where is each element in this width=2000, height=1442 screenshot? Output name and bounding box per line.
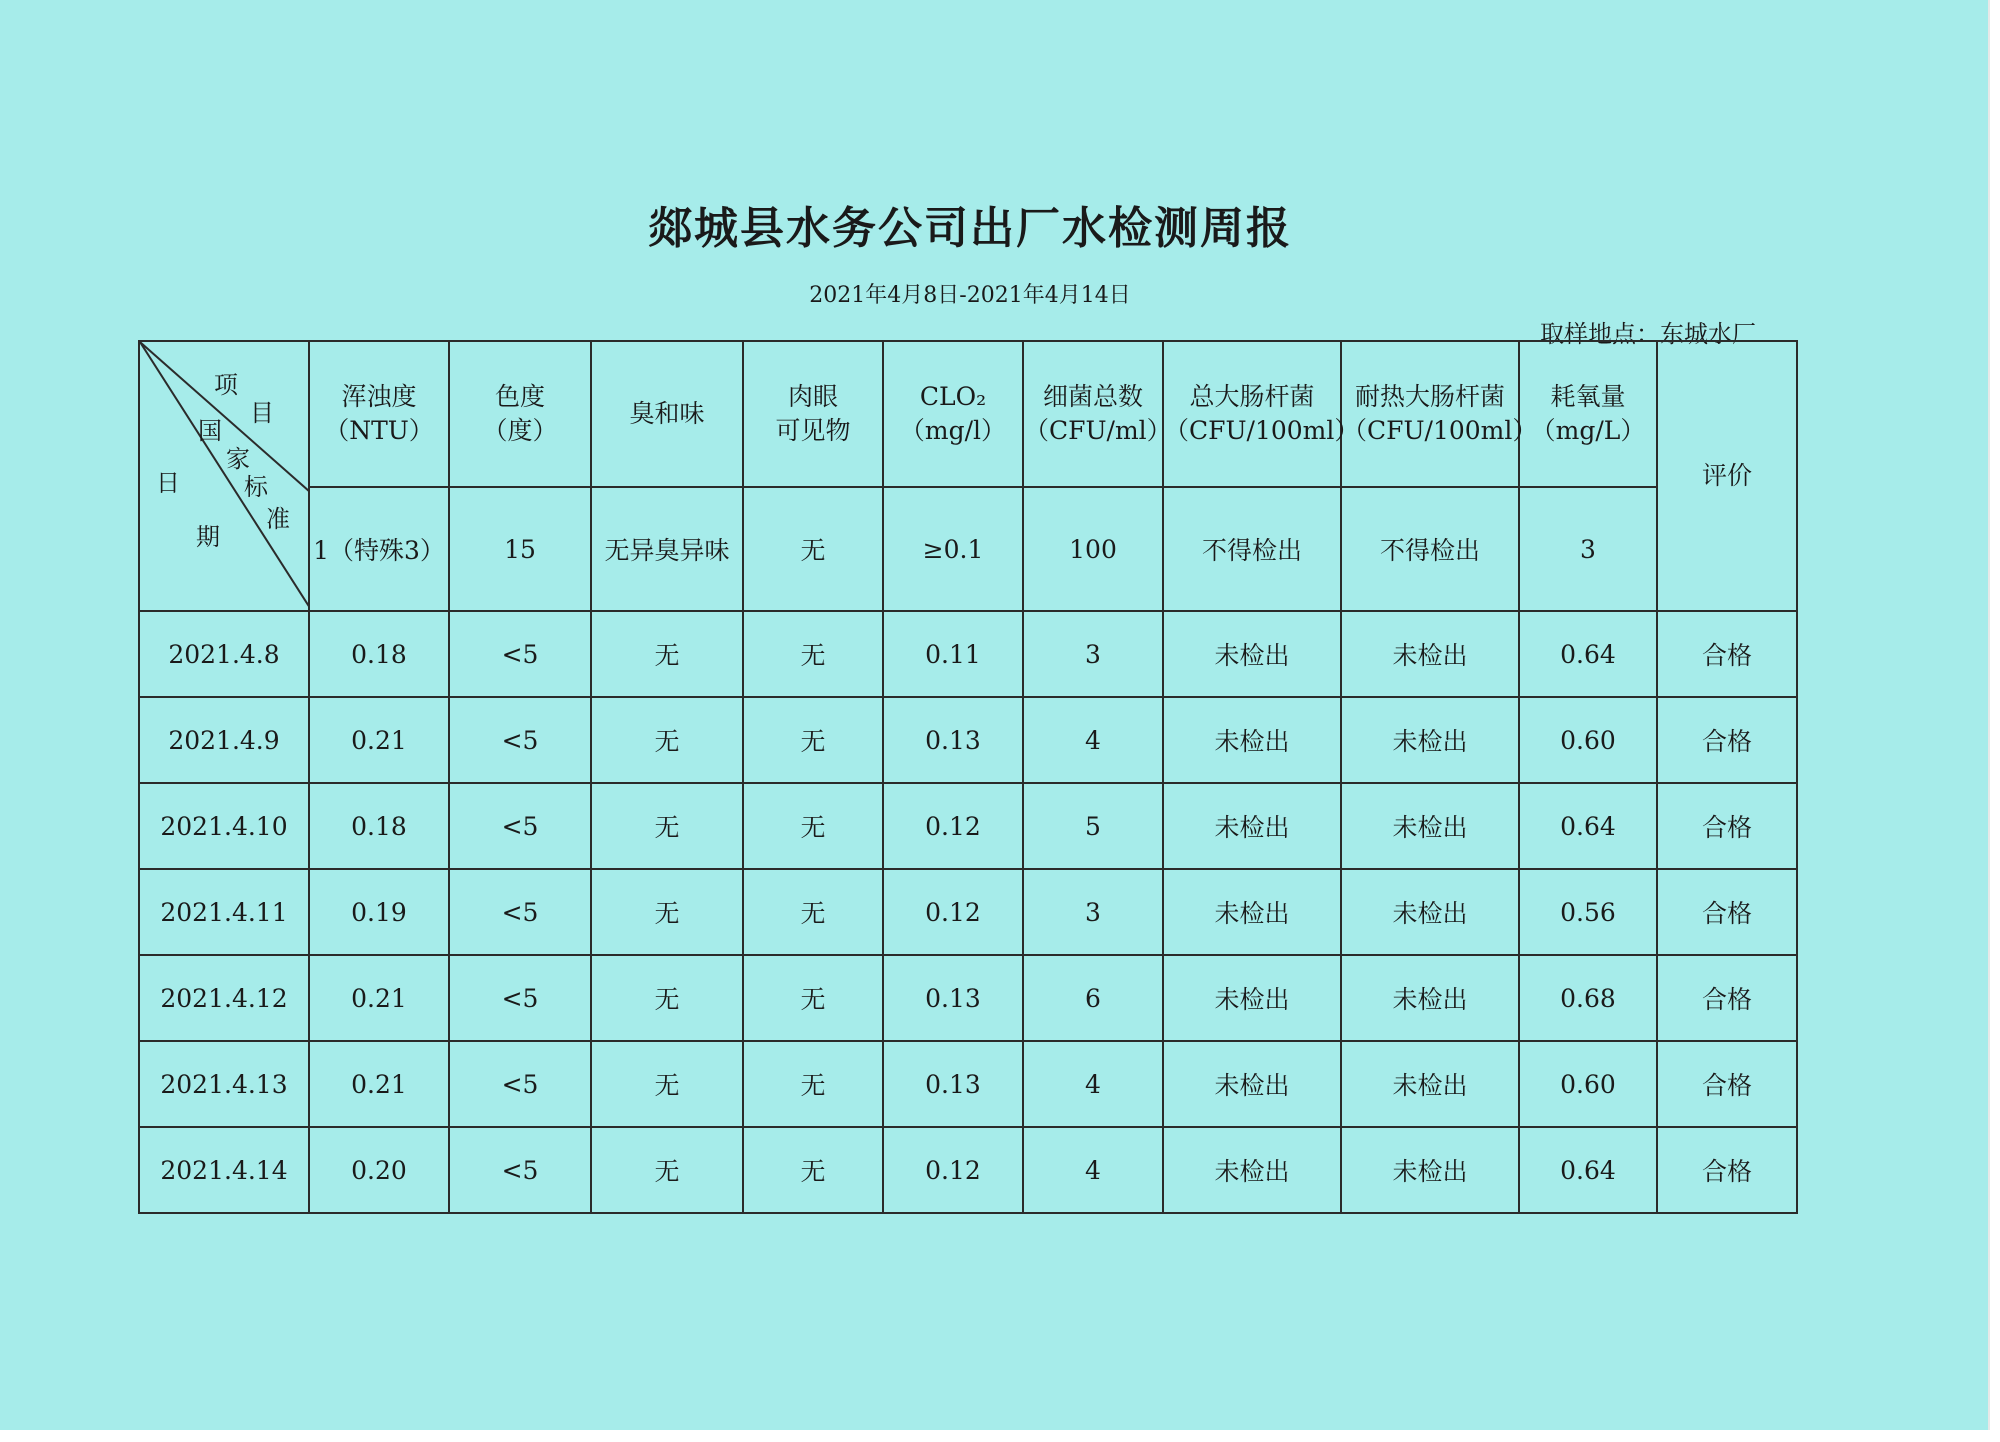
coliform-cell: 未检出 [1163, 783, 1341, 869]
corner-standard-char: 准 [266, 505, 290, 533]
corner-date-char: 期 [196, 523, 220, 551]
date-cell: 2021.4.12 [139, 955, 309, 1041]
standard-value: 3 [1519, 487, 1657, 611]
oxygen-demand-cell: 0.64 [1519, 1127, 1657, 1213]
column-header: 臭和味 [591, 341, 743, 487]
column-header: 浑浊度 （NTU） [309, 341, 449, 487]
color-cell: <5 [449, 697, 591, 783]
table-row [139, 869, 1797, 955]
standard-value: 15 [449, 487, 591, 611]
visible-matter-cell: 无 [743, 869, 883, 955]
thermo-coliform-cell: 未检出 [1341, 697, 1519, 783]
coliform-cell: 未检出 [1163, 869, 1341, 955]
standard-row [139, 487, 1797, 611]
oxygen-demand-cell: 0.64 [1519, 783, 1657, 869]
column-header: 总大肠杆菌 （CFU/100ml） [1163, 341, 1341, 487]
report-title: 郯城县水务公司出厂水检测周报 [648, 203, 1292, 254]
visible-matter-cell: 无 [743, 1041, 883, 1127]
header-row [139, 341, 1797, 487]
standard-value: 不得检出 [1163, 487, 1341, 611]
standard-value: ≥0.1 [883, 487, 1023, 611]
evaluation-cell: 合格 [1657, 955, 1797, 1041]
turbidity-cell: 0.18 [309, 783, 449, 869]
oxygen-demand-cell: 0.60 [1519, 697, 1657, 783]
oxygen-demand-cell: 0.64 [1519, 611, 1657, 697]
thermo-coliform-cell: 未检出 [1341, 611, 1519, 697]
standard-value: 1（特殊3） [309, 487, 449, 611]
color-cell: <5 [449, 611, 591, 697]
corner-standard-char: 国 [198, 417, 222, 445]
evaluation-cell: 合格 [1657, 783, 1797, 869]
odor-cell: 无 [591, 697, 743, 783]
corner-date-char: 日 [156, 469, 180, 497]
color-cell: <5 [449, 1041, 591, 1127]
clo2-cell: 0.13 [883, 1041, 1023, 1127]
date-cell: 2021.4.9 [139, 697, 309, 783]
evaluation-cell: 合格 [1657, 611, 1797, 697]
date-cell: 2021.4.11 [139, 869, 309, 955]
corner-item-char: 项 [214, 371, 238, 399]
odor-cell: 无 [591, 1127, 743, 1213]
evaluation-cell: 合格 [1657, 1127, 1797, 1213]
visible-matter-cell: 无 [743, 783, 883, 869]
visible-matter-cell: 无 [743, 955, 883, 1041]
sampling-location: 取样地点：东城水厂 [1540, 320, 1756, 348]
date-cell: 2021.4.8 [139, 611, 309, 697]
column-header: 耐热大肠杆菌 （CFU/100ml） [1341, 341, 1519, 487]
turbidity-cell: 0.18 [309, 611, 449, 697]
thermo-coliform-cell: 未检出 [1341, 1041, 1519, 1127]
thermo-coliform-cell: 未检出 [1341, 955, 1519, 1041]
coliform-cell: 未检出 [1163, 611, 1341, 697]
evaluation-header: 评价 [1657, 341, 1797, 611]
corner-item-char: 目 [250, 399, 274, 427]
bacteria-cell: 5 [1023, 783, 1163, 869]
clo2-cell: 0.12 [883, 783, 1023, 869]
column-header: 耗氧量 （mg/L） [1519, 341, 1657, 487]
report-period: 2021年4月8日-2021年4月14日 [809, 283, 1131, 308]
clo2-cell: 0.13 [883, 697, 1023, 783]
odor-cell: 无 [591, 1041, 743, 1127]
corner-standard-char: 家 [226, 445, 250, 473]
column-header: 色度 （度） [449, 341, 591, 487]
bacteria-cell: 4 [1023, 1041, 1163, 1127]
thermo-coliform-cell: 未检出 [1341, 869, 1519, 955]
clo2-cell: 0.12 [883, 869, 1023, 955]
oxygen-demand-cell: 0.56 [1519, 869, 1657, 955]
clo2-cell: 0.13 [883, 955, 1023, 1041]
visible-matter-cell: 无 [743, 611, 883, 697]
date-cell: 2021.4.10 [139, 783, 309, 869]
column-header: 肉眼 可见物 [743, 341, 883, 487]
bacteria-cell: 4 [1023, 697, 1163, 783]
odor-cell: 无 [591, 955, 743, 1041]
evaluation-cell: 合格 [1657, 869, 1797, 955]
turbidity-cell: 0.21 [309, 697, 449, 783]
coliform-cell: 未检出 [1163, 1127, 1341, 1213]
turbidity-cell: 0.21 [309, 1041, 449, 1127]
bacteria-cell: 4 [1023, 1127, 1163, 1213]
water-quality-table [138, 340, 1798, 1214]
table-row [139, 783, 1797, 869]
bacteria-cell: 3 [1023, 611, 1163, 697]
color-cell: <5 [449, 1127, 591, 1213]
table-row [139, 611, 1797, 697]
oxygen-demand-cell: 0.68 [1519, 955, 1657, 1041]
bacteria-cell: 3 [1023, 869, 1163, 955]
turbidity-cell: 0.19 [309, 869, 449, 955]
coliform-cell: 未检出 [1163, 1041, 1341, 1127]
table-row [139, 1041, 1797, 1127]
corner-cell [139, 341, 309, 611]
clo2-cell: 0.11 [883, 611, 1023, 697]
table-row [139, 955, 1797, 1041]
color-cell: <5 [449, 783, 591, 869]
column-header: CLO₂ （mg/l） [883, 341, 1023, 487]
standard-value: 无 [743, 487, 883, 611]
thermo-coliform-cell: 未检出 [1341, 1127, 1519, 1213]
color-cell: <5 [449, 869, 591, 955]
evaluation-cell: 合格 [1657, 697, 1797, 783]
bacteria-cell: 6 [1023, 955, 1163, 1041]
evaluation-cell: 合格 [1657, 1041, 1797, 1127]
date-cell: 2021.4.13 [139, 1041, 309, 1127]
thermo-coliform-cell: 未检出 [1341, 783, 1519, 869]
corner-standard-char: 标 [244, 473, 268, 501]
turbidity-cell: 0.21 [309, 955, 449, 1041]
oxygen-demand-cell: 0.60 [1519, 1041, 1657, 1127]
standard-value: 不得检出 [1341, 487, 1519, 611]
column-header: 细菌总数 （CFU/ml） [1023, 341, 1163, 487]
date-cell: 2021.4.14 [139, 1127, 309, 1213]
clo2-cell: 0.12 [883, 1127, 1023, 1213]
visible-matter-cell: 无 [743, 697, 883, 783]
visible-matter-cell: 无 [743, 1127, 883, 1213]
turbidity-cell: 0.20 [309, 1127, 449, 1213]
coliform-cell: 未检出 [1163, 697, 1341, 783]
odor-cell: 无 [591, 611, 743, 697]
color-cell: <5 [449, 955, 591, 1041]
coliform-cell: 未检出 [1163, 955, 1341, 1041]
table-row [139, 1127, 1797, 1213]
odor-cell: 无 [591, 783, 743, 869]
table-row [139, 697, 1797, 783]
standard-value: 100 [1023, 487, 1163, 611]
standard-value: 无异臭异味 [591, 487, 743, 611]
odor-cell: 无 [591, 869, 743, 955]
